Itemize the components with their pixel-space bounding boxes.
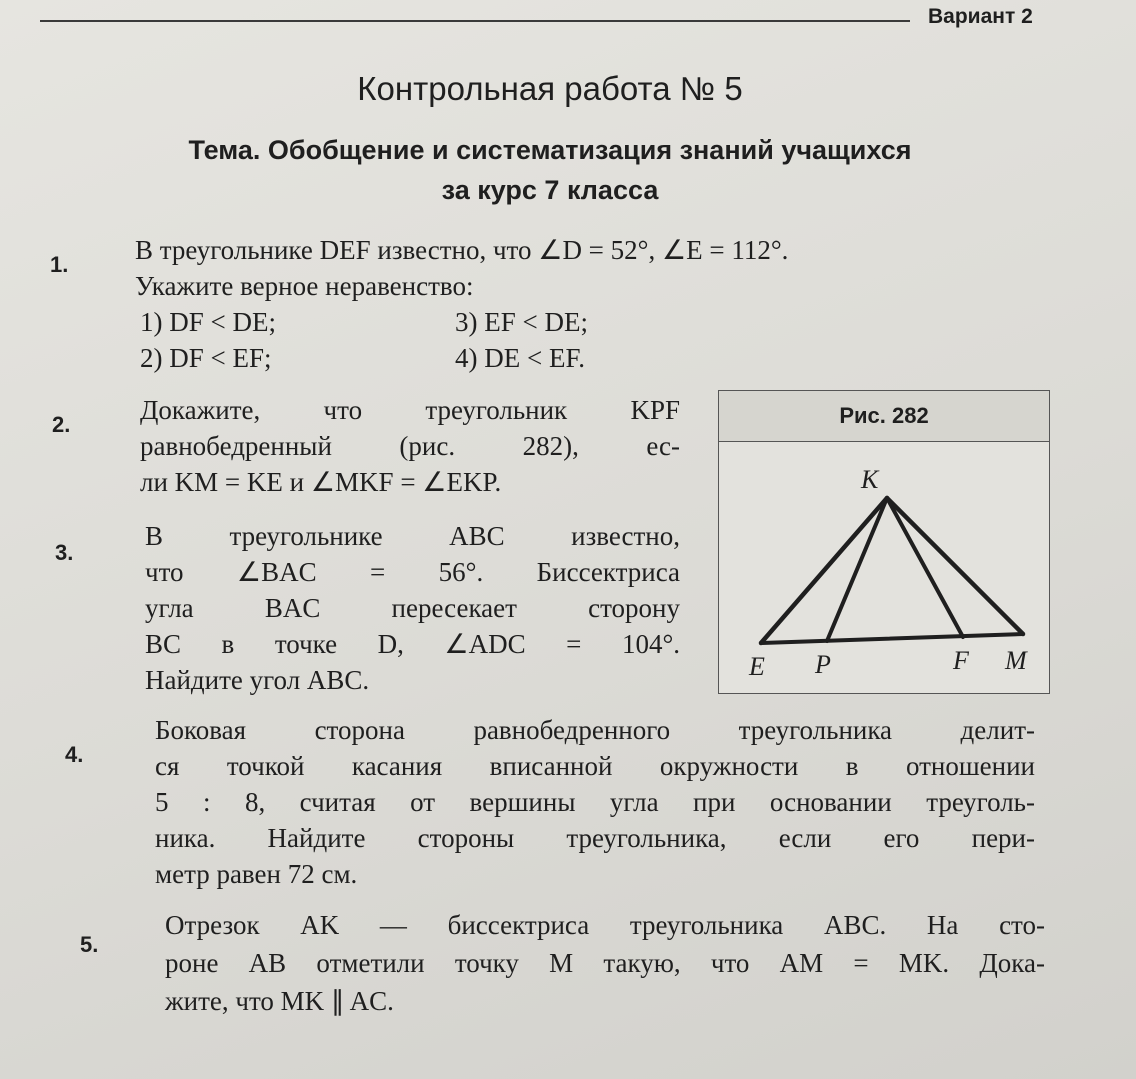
task-1-line: В треугольнике DEF известно, что ∠D = 52°, ∠E = 112°. (135, 235, 789, 265)
topic-line-1: Тема. Обобщение и систематизация знаний учащихся (188, 135, 912, 165)
task-3-line: BC в точке D, ∠ADC = 104°. (145, 629, 680, 659)
point-label-k: K (861, 465, 879, 494)
task-4-line: ника. Найдите стороны треугольника, если его пери- (155, 823, 1035, 853)
task-4 (155, 712, 1035, 892)
task-1-option: 4) DE < EF. (455, 343, 586, 373)
task-1-option: 2) DF < EF; (140, 343, 272, 373)
task-2-line: ли KM = KE и ∠MKF = ∠EKP. (140, 467, 502, 497)
task-5-line: роне AB отметили точку M такую, что AM = MK. Дока- (165, 948, 1045, 978)
topic (60, 130, 1040, 210)
task-3-line: угла BAC пересекает сторону (145, 593, 680, 623)
task-3-line: Найдите угол ABC. (145, 665, 370, 695)
task-1-number: 1. (50, 252, 69, 277)
point-label-f: F (953, 646, 969, 675)
variant-label: Вариант 2 (928, 5, 1033, 28)
task-2 (140, 392, 680, 500)
task-1-options (135, 304, 1055, 376)
task-2-line: равнобедренный (рис. 282), ес- (140, 431, 680, 461)
task-2-number: 2. (52, 412, 71, 437)
task-4-line: ся точкой касания вписанной окружности в отношении (155, 751, 1035, 781)
task-4-line: метр равен 72 см. (155, 859, 358, 889)
segment-kp (827, 498, 887, 641)
figure-caption: Рис. 282 (719, 391, 1049, 442)
point-label-p: P (815, 650, 831, 679)
topic-line-2: за курс 7 класса (441, 175, 659, 205)
point-label-m: M (1005, 646, 1027, 675)
figure-diagram (719, 443, 1049, 691)
task-5 (165, 906, 1045, 1020)
task-1-line: Укажите верное неравенство: (135, 271, 474, 301)
task-1-option: 1) DF < DE; (140, 307, 276, 337)
task-2-line: Докажите, что треугольник KPF (140, 395, 680, 425)
task-4-line: Боковая сторона равнобедренного треугольника делит- (155, 715, 1035, 745)
task-3-number: 3. (55, 540, 74, 565)
task-3 (145, 518, 680, 698)
page-title: Контрольная работа № 5 (357, 70, 743, 107)
point-label-e: E (749, 652, 765, 681)
segment-ke (761, 498, 887, 643)
task-4-number: 4. (65, 742, 84, 767)
task-1 (135, 232, 1055, 376)
task-4-line: 5 : 8, считая от вершины угла при основании треуголь- (155, 787, 1035, 817)
task-1-option: 3) EF < DE; (455, 307, 588, 337)
task-5-line: жите, что MK ∥ AC. (165, 986, 394, 1016)
task-5-number: 5. (80, 932, 99, 957)
header-rule (40, 20, 910, 22)
task-5-line: Отрезок AK — биссектриса треугольника ABC. На сто- (165, 910, 1045, 940)
segment-km (887, 498, 1023, 634)
figure-282 (718, 390, 1050, 694)
segment-em (761, 634, 1023, 643)
task-3-line: что ∠BAC = 56°. Биссектриса (145, 557, 680, 587)
task-3-line: В треугольнике ABC известно, (145, 521, 680, 551)
segment-kf (887, 498, 963, 637)
